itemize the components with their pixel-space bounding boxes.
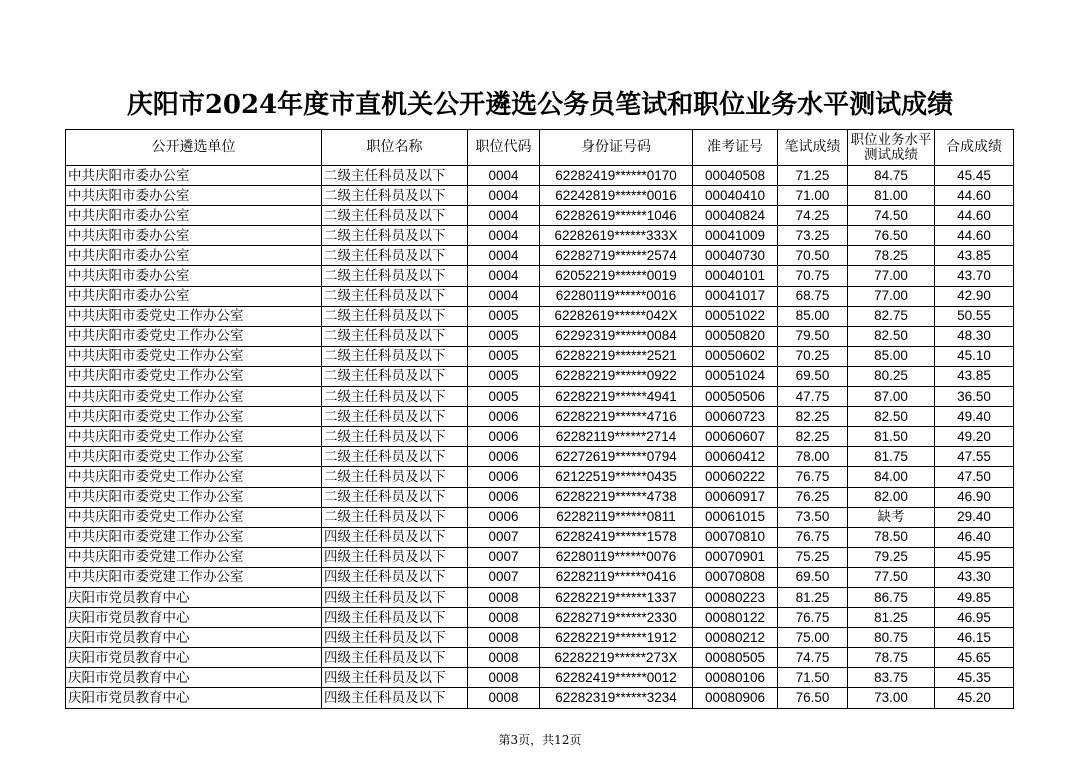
cell-admission-number: 00070808 — [693, 567, 778, 587]
page-title: 庆阳市2024年度市直机关公开遴选公务员笔试和职位业务水平测试成绩 — [126, 90, 954, 120]
cell-total-score: 46.95 — [935, 608, 1014, 628]
cell-total-score: 42.90 — [935, 286, 1014, 306]
cell-total-score: 44.60 — [935, 226, 1014, 246]
cell-unit: 中共庆阳市委党史工作办公室 — [66, 447, 322, 467]
cell-total-score: 47.55 — [935, 447, 1014, 467]
cell-admission-number: 00040824 — [693, 206, 778, 226]
cell-test-score: 84.00 — [848, 467, 935, 487]
table-row — [66, 306, 1014, 326]
cell-test-score: 82.00 — [848, 487, 935, 507]
cell-unit: 中共庆阳市委党建工作办公室 — [66, 527, 322, 547]
cell-total-score: 43.85 — [935, 246, 1014, 266]
cell-test-score: 77.50 — [848, 567, 935, 587]
cell-id-number: 62282219******1912 — [540, 628, 693, 648]
table-row — [66, 206, 1014, 226]
cell-unit: 中共庆阳市委办公室 — [66, 266, 322, 286]
cell-total-score: 46.15 — [935, 628, 1014, 648]
table-row — [66, 366, 1014, 386]
table-row — [66, 487, 1014, 507]
cell-position-code: 0008 — [468, 668, 540, 688]
cell-position: 二级主任科员及以下 — [322, 306, 468, 326]
cell-total-score: 44.60 — [935, 186, 1014, 206]
cell-total-score: 48.30 — [935, 326, 1014, 346]
cell-unit: 中共庆阳市委党史工作办公室 — [66, 467, 322, 487]
cell-id-number: 62282419******1578 — [540, 527, 693, 547]
cell-written-score: 70.50 — [778, 246, 848, 266]
cell-test-score: 81.25 — [848, 608, 935, 628]
cell-unit: 中共庆阳市委党史工作办公室 — [66, 507, 322, 527]
cell-unit: 中共庆阳市委党史工作办公室 — [66, 387, 322, 407]
cell-written-score: 71.50 — [778, 668, 848, 688]
header-unit: 公开遴选单位 — [66, 130, 322, 166]
cell-admission-number: 00080505 — [693, 648, 778, 668]
cell-position: 二级主任科员及以下 — [322, 387, 468, 407]
cell-admission-number: 00050820 — [693, 326, 778, 346]
cell-written-score: 76.75 — [778, 608, 848, 628]
cell-written-score: 76.75 — [778, 467, 848, 487]
cell-unit: 庆阳市党员教育中心 — [66, 628, 322, 648]
cell-total-score: 43.85 — [935, 366, 1014, 386]
cell-written-score: 82.25 — [778, 407, 848, 427]
cell-admission-number: 00051024 — [693, 366, 778, 386]
cell-id-number: 62272619******0794 — [540, 447, 693, 467]
cell-written-score: 70.75 — [778, 266, 848, 286]
cell-position: 二级主任科员及以下 — [322, 266, 468, 286]
cell-test-score: 77.00 — [848, 286, 935, 306]
cell-admission-number: 00041009 — [693, 226, 778, 246]
cell-position-code: 0007 — [468, 567, 540, 587]
page-footer: 第3页，共12页 — [498, 733, 582, 747]
cell-written-score: 71.00 — [778, 186, 848, 206]
cell-written-score: 71.25 — [778, 166, 848, 186]
cell-unit: 庆阳市党员教育中心 — [66, 648, 322, 668]
cell-position-code: 0008 — [468, 587, 540, 607]
results-table — [65, 129, 1014, 709]
cell-written-score: 47.75 — [778, 387, 848, 407]
cell-position-code: 0004 — [468, 206, 540, 226]
cell-written-score: 73.50 — [778, 507, 848, 527]
cell-written-score: 74.75 — [778, 648, 848, 668]
cell-test-score: 86.75 — [848, 587, 935, 607]
table-row — [66, 547, 1014, 567]
cell-position-code: 0005 — [468, 346, 540, 366]
cell-position: 二级主任科员及以下 — [322, 366, 468, 386]
cell-position-code: 0004 — [468, 226, 540, 246]
cell-admission-number: 00061015 — [693, 507, 778, 527]
header-position: 职位名称 — [322, 130, 468, 166]
table-row — [66, 346, 1014, 366]
cell-id-number: 62052219******0019 — [540, 266, 693, 286]
cell-id-number: 62280119******0076 — [540, 547, 693, 567]
cell-test-score: 82.75 — [848, 306, 935, 326]
cell-position: 二级主任科员及以下 — [322, 326, 468, 346]
cell-position-code: 0004 — [468, 186, 540, 206]
cell-admission-number: 00051022 — [693, 306, 778, 326]
cell-position: 四级主任科员及以下 — [322, 527, 468, 547]
cell-id-number: 62282319******3234 — [540, 688, 693, 708]
cell-position-code: 0006 — [468, 507, 540, 527]
cell-unit: 中共庆阳市委党史工作办公室 — [66, 346, 322, 366]
cell-position: 二级主任科员及以下 — [322, 246, 468, 266]
cell-total-score: 49.20 — [935, 427, 1014, 447]
cell-unit: 中共庆阳市委党史工作办公室 — [66, 427, 322, 447]
cell-unit: 中共庆阳市委党史工作办公室 — [66, 407, 322, 427]
cell-position-code: 0006 — [468, 447, 540, 467]
cell-total-score: 47.50 — [935, 467, 1014, 487]
cell-unit: 中共庆阳市委办公室 — [66, 166, 322, 186]
cell-admission-number: 00060723 — [693, 407, 778, 427]
cell-position-code: 0005 — [468, 387, 540, 407]
table-row — [66, 467, 1014, 487]
cell-unit: 中共庆阳市委办公室 — [66, 286, 322, 306]
table-row — [66, 286, 1014, 306]
cell-id-number: 62282219******2521 — [540, 346, 693, 366]
header-total-score: 合成成绩 — [935, 130, 1014, 166]
cell-test-score: 85.00 — [848, 346, 935, 366]
cell-test-score: 缺考 — [848, 507, 935, 527]
cell-admission-number: 00040508 — [693, 166, 778, 186]
table-row — [66, 587, 1014, 607]
cell-test-score: 77.00 — [848, 266, 935, 286]
cell-position-code: 0006 — [468, 407, 540, 427]
table-row — [66, 326, 1014, 346]
table-row — [66, 527, 1014, 547]
cell-total-score: 45.95 — [935, 547, 1014, 567]
cell-position: 四级主任科员及以下 — [322, 547, 468, 567]
cell-id-number: 62122519******0435 — [540, 467, 693, 487]
cell-unit: 中共庆阳市委党史工作办公室 — [66, 487, 322, 507]
cell-unit: 庆阳市党员教育中心 — [66, 688, 322, 708]
cell-id-number: 62292319******0084 — [540, 326, 693, 346]
cell-written-score: 76.25 — [778, 487, 848, 507]
cell-unit: 中共庆阳市委办公室 — [66, 246, 322, 266]
cell-test-score: 87.00 — [848, 387, 935, 407]
cell-position: 四级主任科员及以下 — [322, 648, 468, 668]
cell-position: 二级主任科员及以下 — [322, 507, 468, 527]
cell-id-number: 62282119******2714 — [540, 427, 693, 447]
cell-position: 二级主任科员及以下 — [322, 226, 468, 246]
cell-total-score: 50.55 — [935, 306, 1014, 326]
cell-id-number: 62280119******0016 — [540, 286, 693, 306]
cell-written-score: 76.50 — [778, 688, 848, 708]
cell-test-score: 80.25 — [848, 366, 935, 386]
cell-written-score: 82.25 — [778, 427, 848, 447]
cell-position: 二级主任科员及以下 — [322, 487, 468, 507]
cell-unit: 中共庆阳市委办公室 — [66, 226, 322, 246]
table-body — [66, 166, 1014, 709]
cell-total-score: 44.60 — [935, 206, 1014, 226]
cell-written-score: 69.50 — [778, 567, 848, 587]
cell-position: 四级主任科员及以下 — [322, 628, 468, 648]
cell-test-score: 80.75 — [848, 628, 935, 648]
header-test-score: 职位业务水平测试成绩 — [848, 130, 935, 166]
cell-test-score: 84.75 — [848, 166, 935, 186]
cell-written-score: 74.25 — [778, 206, 848, 226]
cell-test-score: 81.00 — [848, 186, 935, 206]
table-row — [66, 688, 1014, 708]
cell-position-code: 0008 — [468, 648, 540, 668]
cell-admission-number: 00041017 — [693, 286, 778, 306]
cell-id-number: 62282419******0170 — [540, 166, 693, 186]
cell-position-code: 0006 — [468, 467, 540, 487]
table-row — [66, 387, 1014, 407]
cell-test-score: 76.50 — [848, 226, 935, 246]
cell-id-number: 62282419******0012 — [540, 668, 693, 688]
cell-position-code: 0004 — [468, 266, 540, 286]
cell-admission-number: 00050506 — [693, 387, 778, 407]
table-row — [66, 567, 1014, 587]
cell-written-score: 75.00 — [778, 628, 848, 648]
cell-admission-number: 00080212 — [693, 628, 778, 648]
cell-unit: 庆阳市党员教育中心 — [66, 608, 322, 628]
cell-written-score: 68.75 — [778, 286, 848, 306]
cell-total-score: 36.50 — [935, 387, 1014, 407]
cell-position-code: 0008 — [468, 608, 540, 628]
cell-admission-number: 00040410 — [693, 186, 778, 206]
cell-unit: 庆阳市党员教育中心 — [66, 587, 322, 607]
cell-unit: 中共庆阳市委党建工作办公室 — [66, 567, 322, 587]
cell-admission-number: 00080223 — [693, 587, 778, 607]
cell-test-score: 78.75 — [848, 648, 935, 668]
cell-admission-number: 00040101 — [693, 266, 778, 286]
cell-position: 四级主任科员及以下 — [322, 668, 468, 688]
cell-unit: 中共庆阳市委党建工作办公室 — [66, 547, 322, 567]
cell-written-score: 81.25 — [778, 587, 848, 607]
cell-admission-number: 00040730 — [693, 246, 778, 266]
table-row — [66, 186, 1014, 206]
cell-id-number: 62282719******2574 — [540, 246, 693, 266]
cell-unit: 中共庆阳市委办公室 — [66, 186, 322, 206]
cell-position: 二级主任科员及以下 — [322, 206, 468, 226]
cell-position: 二级主任科员及以下 — [322, 346, 468, 366]
cell-test-score: 73.00 — [848, 688, 935, 708]
cell-written-score: 69.50 — [778, 366, 848, 386]
cell-position-code: 0008 — [468, 688, 540, 708]
cell-id-number: 62282619******333X — [540, 226, 693, 246]
cell-written-score: 75.25 — [778, 547, 848, 567]
cell-written-score: 78.00 — [778, 447, 848, 467]
cell-id-number: 62282219******4716 — [540, 407, 693, 427]
cell-unit: 中共庆阳市委党史工作办公室 — [66, 326, 322, 346]
cell-test-score: 74.50 — [848, 206, 935, 226]
cell-test-score: 82.50 — [848, 407, 935, 427]
cell-unit: 中共庆阳市委党史工作办公室 — [66, 306, 322, 326]
table-header-row — [66, 130, 1014, 166]
cell-id-number: 62282219******4738 — [540, 487, 693, 507]
cell-written-score: 73.25 — [778, 226, 848, 246]
cell-total-score: 45.45 — [935, 166, 1014, 186]
cell-written-score: 70.25 — [778, 346, 848, 366]
cell-position-code: 0005 — [468, 366, 540, 386]
table-row — [66, 628, 1014, 648]
cell-id-number: 62282219******273X — [540, 648, 693, 668]
table-row — [66, 266, 1014, 286]
cell-position-code: 0006 — [468, 487, 540, 507]
table-row — [66, 246, 1014, 266]
cell-id-number: 62282119******0416 — [540, 567, 693, 587]
cell-written-score: 85.00 — [778, 306, 848, 326]
cell-position-code: 0005 — [468, 306, 540, 326]
cell-id-number: 62282619******1046 — [540, 206, 693, 226]
cell-position-code: 0007 — [468, 547, 540, 567]
cell-unit: 庆阳市党员教育中心 — [66, 668, 322, 688]
cell-admission-number: 00060917 — [693, 487, 778, 507]
cell-total-score: 49.85 — [935, 587, 1014, 607]
table-row — [66, 427, 1014, 447]
cell-position: 四级主任科员及以下 — [322, 587, 468, 607]
cell-position-code: 0006 — [468, 427, 540, 447]
cell-written-score: 79.50 — [778, 326, 848, 346]
cell-id-number: 62282719******2330 — [540, 608, 693, 628]
cell-id-number: 62242819******0016 — [540, 186, 693, 206]
header-position-code: 职位代码 — [468, 130, 540, 166]
cell-total-score: 29.40 — [935, 507, 1014, 527]
cell-position-code: 0007 — [468, 527, 540, 547]
cell-position: 二级主任科员及以下 — [322, 407, 468, 427]
cell-total-score: 45.10 — [935, 346, 1014, 366]
table-row — [66, 507, 1014, 527]
cell-test-score: 79.25 — [848, 547, 935, 567]
cell-position: 四级主任科员及以下 — [322, 567, 468, 587]
cell-test-score: 78.50 — [848, 527, 935, 547]
cell-position-code: 0004 — [468, 286, 540, 306]
cell-position-code: 0008 — [468, 628, 540, 648]
cell-admission-number: 00050602 — [693, 346, 778, 366]
cell-test-score: 82.50 — [848, 326, 935, 346]
cell-unit: 中共庆阳市委办公室 — [66, 206, 322, 226]
cell-position: 二级主任科员及以下 — [322, 186, 468, 206]
header-id-number: 身份证号码 — [540, 130, 693, 166]
cell-written-score: 76.75 — [778, 527, 848, 547]
cell-admission-number: 00070810 — [693, 527, 778, 547]
cell-position-code: 0005 — [468, 326, 540, 346]
table-row — [66, 608, 1014, 628]
cell-admission-number: 00070901 — [693, 547, 778, 567]
cell-id-number: 62282619******042X — [540, 306, 693, 326]
cell-position: 二级主任科员及以下 — [322, 286, 468, 306]
cell-total-score: 45.20 — [935, 688, 1014, 708]
header-admission-number: 准考证号 — [693, 130, 778, 166]
cell-total-score: 45.65 — [935, 648, 1014, 668]
cell-total-score: 46.90 — [935, 487, 1014, 507]
cell-position: 二级主任科员及以下 — [322, 467, 468, 487]
cell-total-score: 43.70 — [935, 266, 1014, 286]
table-row — [66, 226, 1014, 246]
cell-test-score: 78.25 — [848, 246, 935, 266]
table-row — [66, 668, 1014, 688]
cell-position-code: 0004 — [468, 246, 540, 266]
cell-id-number: 62282219******4941 — [540, 387, 693, 407]
cell-test-score: 83.75 — [848, 668, 935, 688]
cell-id-number: 62282219******0922 — [540, 366, 693, 386]
cell-id-number: 62282219******1337 — [540, 587, 693, 607]
cell-admission-number: 00080906 — [693, 688, 778, 708]
cell-unit: 中共庆阳市委党史工作办公室 — [66, 366, 322, 386]
cell-total-score: 49.40 — [935, 407, 1014, 427]
cell-admission-number: 00060607 — [693, 427, 778, 447]
cell-test-score: 81.50 — [848, 427, 935, 447]
table-row — [66, 648, 1014, 668]
cell-position: 二级主任科员及以下 — [322, 427, 468, 447]
cell-admission-number: 00080106 — [693, 668, 778, 688]
table-row — [66, 166, 1014, 186]
table-row — [66, 407, 1014, 427]
cell-position: 四级主任科员及以下 — [322, 608, 468, 628]
cell-admission-number: 00060222 — [693, 467, 778, 487]
cell-id-number: 62282119******0811 — [540, 507, 693, 527]
cell-total-score: 45.35 — [935, 668, 1014, 688]
cell-total-score: 46.40 — [935, 527, 1014, 547]
cell-admission-number: 00060412 — [693, 447, 778, 467]
cell-position: 四级主任科员及以下 — [322, 688, 468, 708]
cell-test-score: 81.75 — [848, 447, 935, 467]
cell-total-score: 43.30 — [935, 567, 1014, 587]
table-row — [66, 447, 1014, 467]
header-written-score: 笔试成绩 — [778, 130, 848, 166]
cell-admission-number: 00080122 — [693, 608, 778, 628]
cell-position: 二级主任科员及以下 — [322, 166, 468, 186]
cell-position-code: 0004 — [468, 166, 540, 186]
cell-position: 二级主任科员及以下 — [322, 447, 468, 467]
